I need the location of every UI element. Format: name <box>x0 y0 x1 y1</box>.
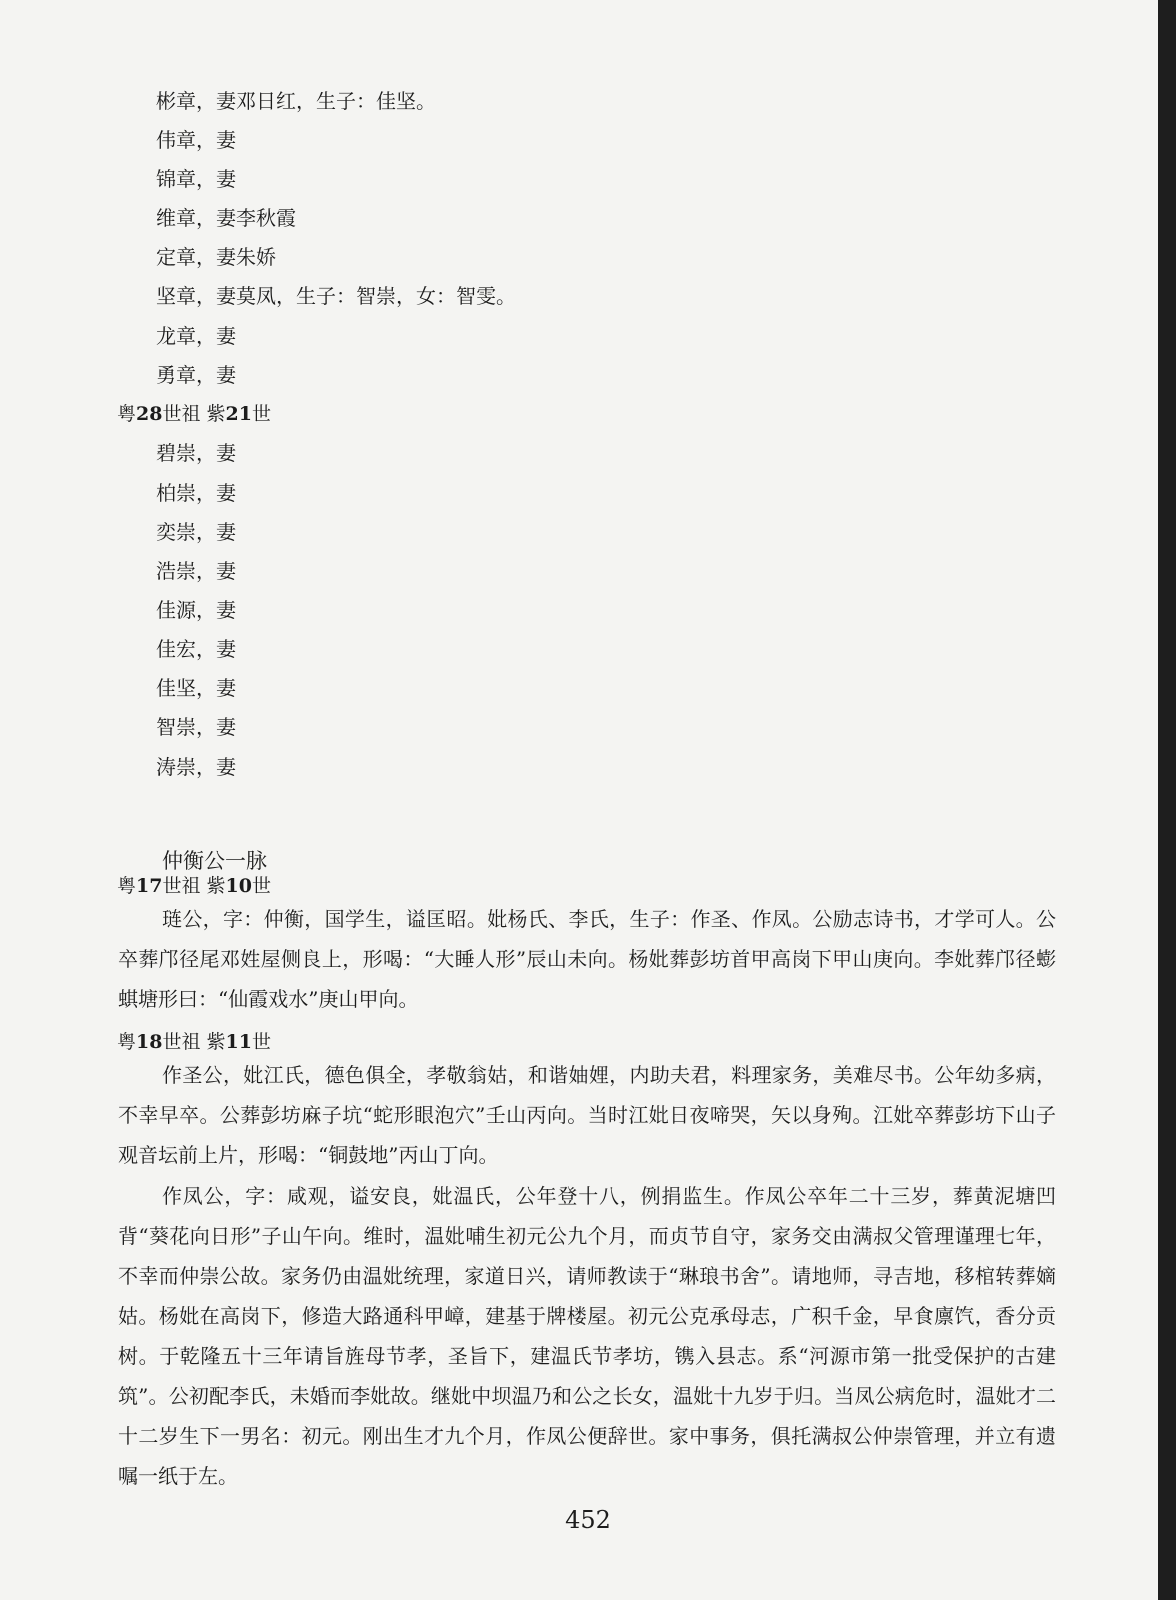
generation-heading: 粤18世祖 紫11世 <box>117 1031 272 1053</box>
list-item: 勇章，妻 <box>156 363 236 387</box>
generation-heading: 粤17世祖 紫10世 <box>117 875 272 897</box>
list-item: 智崇，妻 <box>156 715 236 739</box>
list-item: 定章，妻朱娇 <box>156 245 276 269</box>
paragraph: 琏公，字：仲衡，国学生，谥匡昭。妣杨氏、李氏，生子：作圣、作凤。公励志诗书，才学可人。公卒葬邝径尾邓姓屋侧良上，形喝：“大睡人形”辰山未向。杨妣葬彭坊首甲高岗下甲山庚向。李妣葬邝径蟛蜞塘形曰：“仙霞戏水”庚山甲向。 <box>118 907 1056 1011</box>
list-item: 龙章，妻 <box>156 324 236 348</box>
list-item: 柏崇，妻 <box>156 481 236 505</box>
generation-heading: 粤28世祖 紫21世 <box>117 403 272 425</box>
paragraph: 作凤公，字：咸观，谥安良，妣温氏，公年登十八，例捐监生。作凤公卒年二十三岁，葬黄泥塘凹背“葵花向日形”子山午向。维时，温妣哺生初元公九个月，而贞节自守，家务交由满叔父管理谨理七年，不幸而仲崇公故。家务仍由温妣统理，家道日兴，请师教读于“琳琅书舍”。请地师，寻吉地，移棺转葬嫡姑。杨妣在高岗下，修造大路通科甲嶂，建基于牌楼屋。初元公克承母志，广积千金，早食廪饩，香分贡树。于乾隆五十三年请旨旌母节孝，圣旨下，建温氏节孝坊，镌入县志。系“河源市第一批受保护的古建筑”。公初配李氏，未婚而李妣故。继妣中坝温乃和公之长女，温妣十九岁于归。当凤公病危时，温妣才二十二岁生下一男名：初元。刚出生才九个月，作凤公便辞世。家中事务，俱托满叔公仲崇管理，并立有遗嘱一纸于左。 <box>118 1184 1056 1488</box>
list-item: 佳宏，妻 <box>156 637 236 661</box>
scan-edge <box>1158 0 1176 1600</box>
list-item: 锦章，妻 <box>156 167 236 191</box>
list-item: 维章，妻李秋霞 <box>156 206 296 230</box>
list-item: 彬章，妻邓日红，生子：佳坚。 <box>156 89 436 113</box>
page-number: 452 <box>565 1506 611 1534</box>
list-item: 碧崇，妻 <box>156 441 236 465</box>
branch-title: 仲衡公一脉 <box>162 849 267 873</box>
list-item: 佳坚，妻 <box>156 676 236 700</box>
list-item: 坚章，妻莫凤，生子：智崇，女：智雯。 <box>156 284 516 308</box>
list-item: 伟章，妻 <box>156 128 236 152</box>
list-item: 奕崇，妻 <box>156 520 236 544</box>
list-item: 浩崇，妻 <box>156 559 236 583</box>
list-item: 佳源，妻 <box>156 598 236 622</box>
paragraph: 作圣公，妣江氏，德色俱全，孝敬翁姑，和谐妯娌，内助夫君，料理家务，美难尽书。公年幼多病，不幸早卒。公葬彭坊麻子坑“蛇形眼泡穴”壬山丙向。当时江妣日夜啼哭，矢以身殉。江妣卒葬彭坊下山子观音坛前上片，形喝：“铜鼓地”丙山丁向。 <box>118 1063 1056 1167</box>
list-item: 涛崇，妻 <box>156 755 236 779</box>
